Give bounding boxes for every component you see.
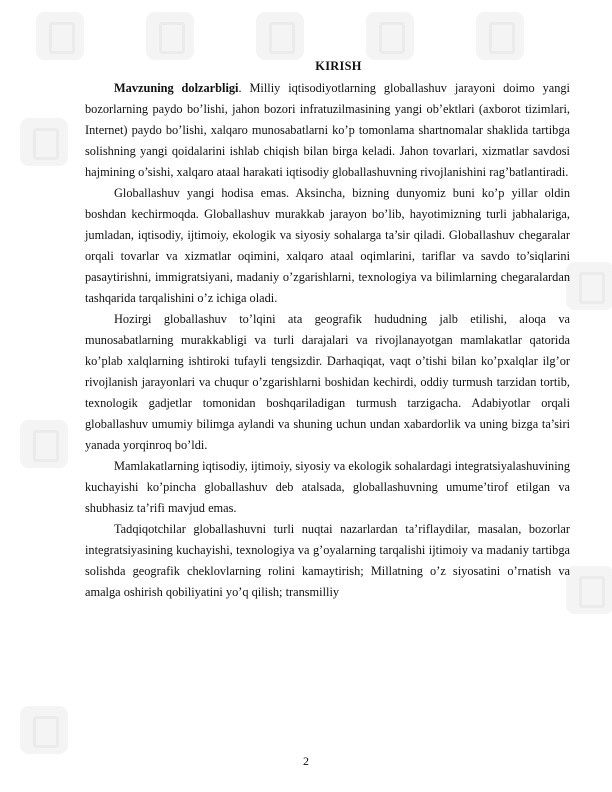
paragraph-5 bbox=[85, 519, 570, 603]
watermark-icon bbox=[476, 12, 524, 60]
watermark-icon bbox=[146, 12, 194, 60]
watermark-icon bbox=[566, 566, 612, 614]
page-number: 2 bbox=[303, 754, 309, 768]
section-heading: KIRISH bbox=[315, 59, 362, 73]
paragraph-4 bbox=[85, 456, 570, 519]
paragraph-text: Hozirgi globallashuv to’lqini ata geografik hududning jalb etilishi, aloqa va munosabatlarning murakkabligi va turli darajalari va rivojlanayotgan mamlakatlar qatorida ko’plab xalqlarning ishtiroki tufayli tengsizdir. Darhaqiqat, vaqt o’tishi bilan ko’pxalqlar ilg’or rivojlanish jarayonlari va chuqur o’zgarishlarni boshidan kechirdi, oddiy turmush tarzidan tortib, texnologik gadjetlar tomonidan boshqariladigan turmush tarzigacha. Adabiyotlar orqali globallashuv umumiy bilimga aylandi va shuning uchun undan xabardorlik va uning bizga ta’siri yanada yorqinroq bo’ldi. bbox=[85, 312, 570, 452]
paragraph-text: . Milliy iqtisodiyotlarning globallashuv jarayoni doimo yangi bozorlarning paydo bo’lishi, jahon bozori infratuzilmasining yangi ob’ektlari (axborot tizimlari, Internet) paydo bo’lishi, xalqaro munosabatlarni ko’p tomonlama shartnomalar shaklida tartibga solishning yangi qoidalarini ishlab chiqish bilan birga keladi. Jahon tovarlari, xizmatlar savdosi hajmining o’sishi, xalqaro ataal harakati iqtisodiy globallashuvning rivojlanishini rag’batlantiradi. bbox=[85, 81, 570, 179]
paragraph-2 bbox=[85, 183, 570, 309]
watermark-icon bbox=[566, 262, 612, 310]
watermark-icon bbox=[36, 12, 84, 60]
paragraph-lead: Mavzuning dolzarbligi bbox=[114, 81, 239, 95]
document-body bbox=[85, 56, 570, 603]
watermark-icon bbox=[256, 12, 304, 60]
paragraph-text: Tadqiqotchilar globallashuvni turli nuqtai nazarlardan ta’riflaydilar, masalan, bozorlar integratsiyasining kuchayishi, texnologiya va g’oyalarning tarqalishi ijtimoiy va madaniy tartibga solishda geografik cheklovlarning rolini kamaytirish; Millatning o’z siyosatini o’rnatish va amalga oshirish qobiliyatini yo’q qilish; transmilliy bbox=[85, 522, 570, 599]
paragraph-text: Mamlakatlarning iqtisodiy, ijtimoiy, siyosiy va ekologik sohalardagi integratsiyalashuvining kuchayishi ko’pincha globallashuv deb atalsada, globallashuvning umume’tirof etilgan va shubhasiz ta’rifi mavjud emas. bbox=[85, 459, 570, 515]
paragraph-1 bbox=[85, 78, 570, 183]
watermark-icon bbox=[20, 118, 68, 166]
watermark-icon bbox=[20, 420, 68, 468]
paragraph-text: Globallashuv yangi hodisa emas. Aksincha, bizning dunyomiz buni ko’p yillar oldin boshdan kechirmoqda. Globallashuv murakkab jarayon bo’lib, hayotimizning turli jabhalariga, jumladan, iqtisodiy, ijtimoiy, ekologik va siyosiy sohalarga ta’sir qiladi. Globallashuv chegaralar orqali tovarlar va xizmatlar oqimini, xalqaro ataal oqimlarini, tariflar va savdo to’siqlarini pasaytirishni, immigratsiyani, madaniy o’zgarishlarni, texnologiya va bilimlarning chegaralardan tashqarida tarqalishini o’z ichiga oladi. bbox=[85, 186, 570, 305]
paragraph-3 bbox=[85, 309, 570, 456]
watermark-icon bbox=[20, 706, 68, 754]
watermark-icon bbox=[366, 12, 414, 60]
